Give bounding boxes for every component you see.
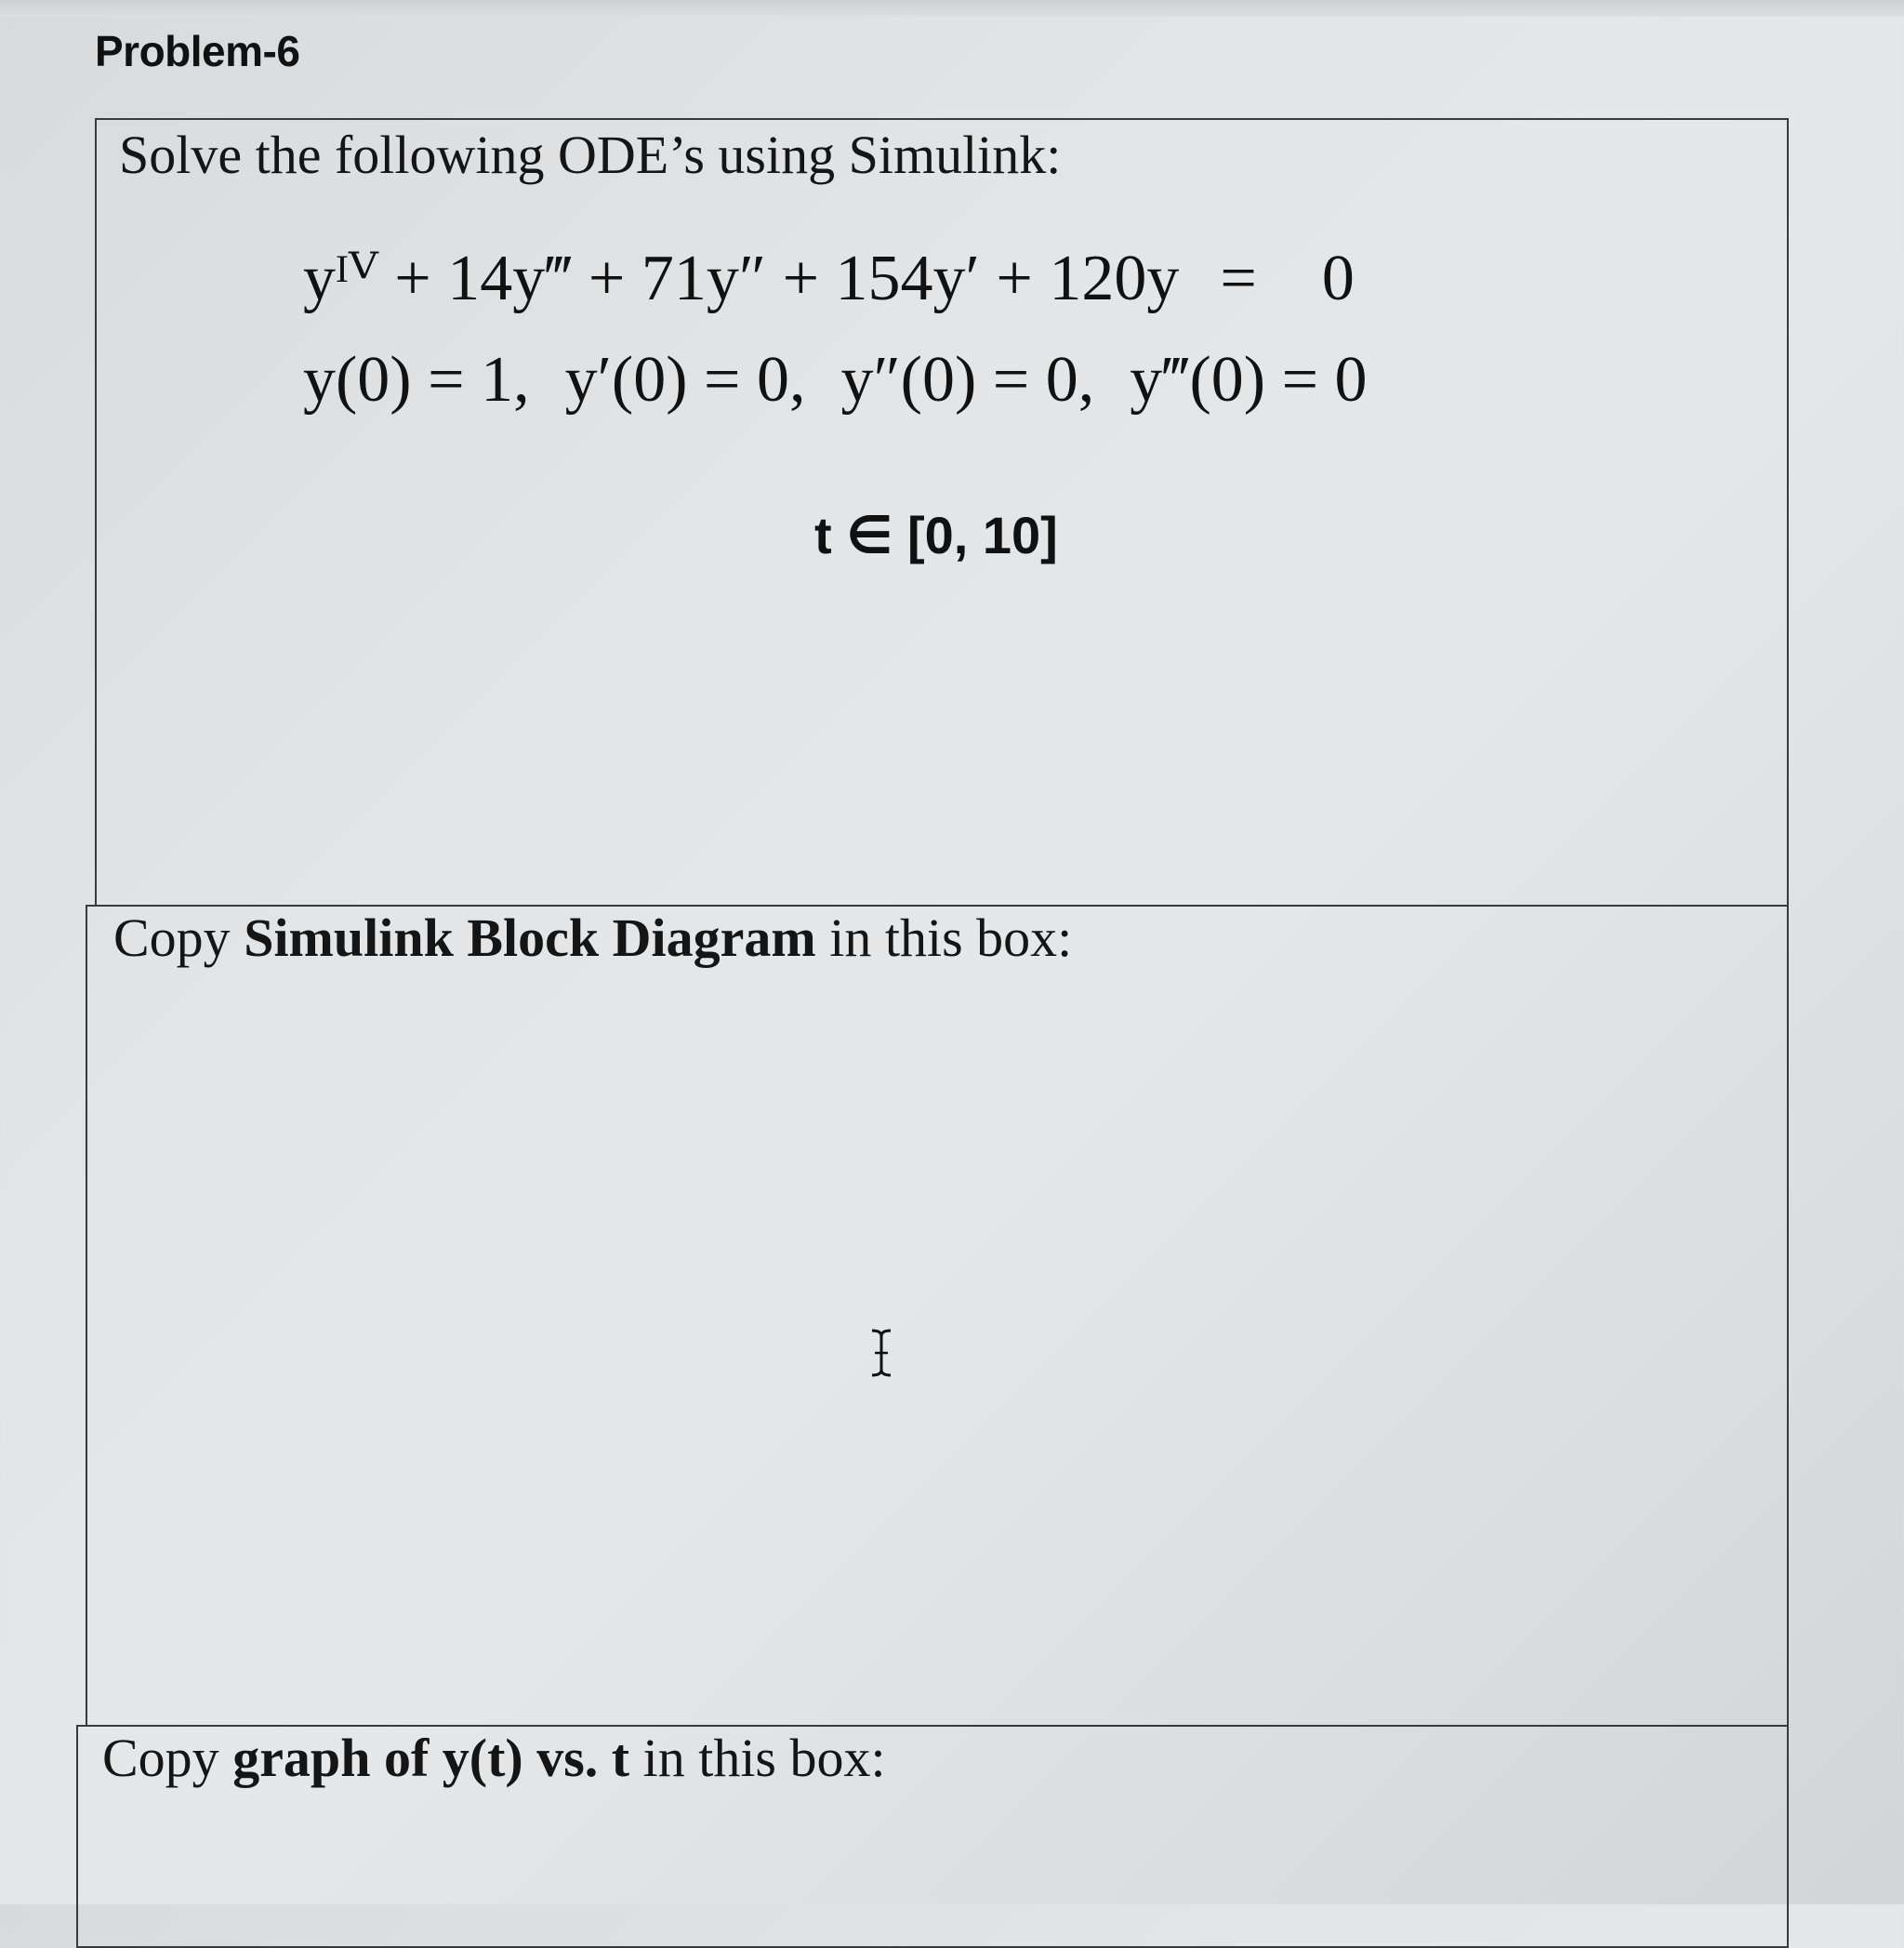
text-cursor-icon [863,1325,900,1381]
graph-heading-bold: graph of y(t) vs. t [232,1728,630,1788]
initial-condition-y-double-prime: y″(0) = 0, [840,344,1095,416]
initial-conditions [303,343,1368,417]
initial-condition-y-triple-prime: y‴(0) = 0 [1130,344,1368,416]
block-diagram-heading-prefix: Copy [113,908,245,968]
block-diagram-heading-suffix: in this box: [815,908,1073,968]
graph-heading [102,1727,886,1789]
graph-heading-suffix: in this box: [629,1728,886,1788]
problem-statement-box [95,118,1789,907]
ode-rhs: 0 [1321,243,1355,314]
problem-title: Problem-6 [95,27,300,75]
block-diagram-heading [113,907,1072,969]
initial-condition-y-prime: y′(0) = 0, [564,344,806,416]
ode-equals-sign: = [1220,243,1257,314]
initial-condition-y: y(0) = 1, [303,344,530,416]
graph-heading-prefix: Copy [102,1728,233,1788]
ode-lhs: yᴵⱽ + 14y‴ + 71y″ + 154y′ + 120y [303,243,1180,314]
block-diagram-heading-bold: Simulink Block Diagram [244,908,816,968]
page-top-edge [0,0,1904,17]
problem-heading: Solve the following ODE’s using Simulink: [119,125,1062,185]
time-range: t ∈ [0, 10] [814,506,1058,564]
graph-answer-box[interactable] [76,1725,1789,1948]
block-diagram-answer-box[interactable] [86,905,1789,1727]
ode-equation [303,239,1355,316]
